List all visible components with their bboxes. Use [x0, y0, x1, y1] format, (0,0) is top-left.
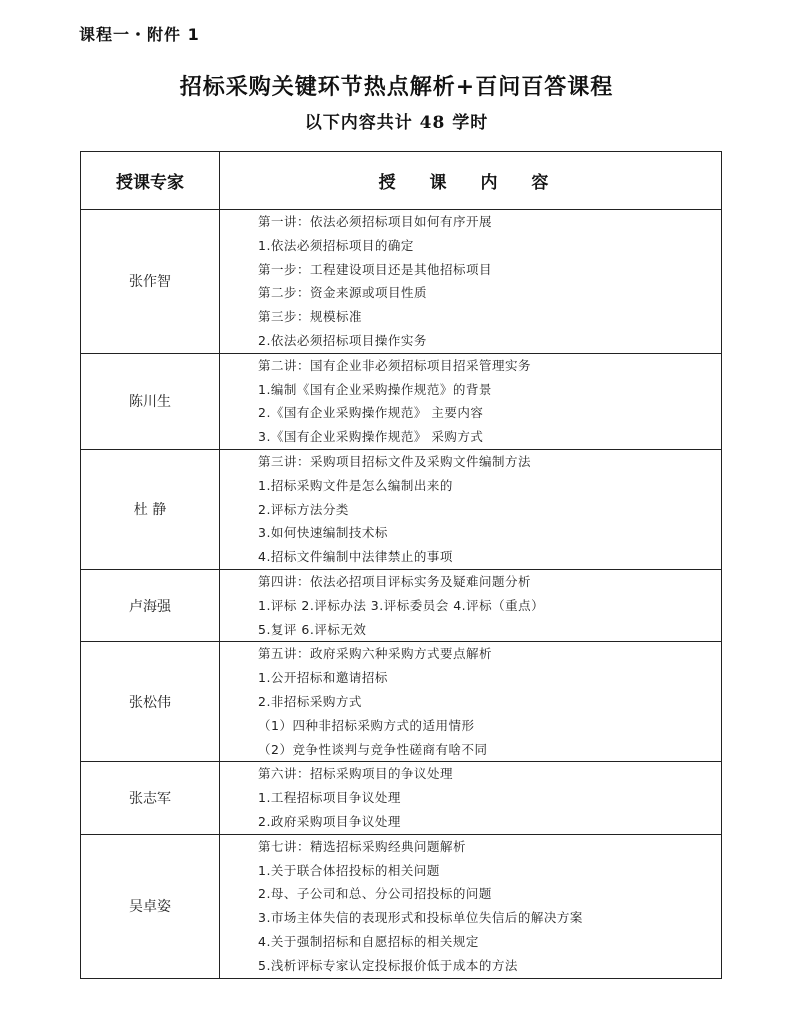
lecture-item: 3.市场主体失信的表现形式和投标单位失信后的解决方案	[258, 910, 583, 926]
lecture-item: 4.关于强制招标和自愿招标的相关规定	[258, 933, 479, 949]
expert-name: 张志军	[81, 762, 220, 834]
lecture-heading: 第三讲：采购项目招标文件及采购文件编制方法	[258, 453, 532, 469]
course-table	[80, 151, 722, 979]
table-row	[81, 834, 722, 978]
expert-name: 张作智	[81, 210, 220, 354]
lecture-item: 第一步：工程建设项目还是其他招标项目	[258, 261, 493, 277]
table-row	[81, 353, 722, 449]
lecture-content	[220, 834, 722, 978]
lecture-item: （2）竞争性谈判与竞争性磋商有啥不同	[258, 741, 488, 757]
lecture-heading: 第一讲：依法必须招标项目如何有序开展	[258, 214, 493, 229]
lecture-item: 1.工程招标项目争议处理	[258, 790, 401, 806]
lecture-item: 1.关于联合体招投标的相关问题	[258, 862, 440, 878]
table-row	[81, 569, 722, 641]
lecture-item: 4.招标文件编制中法律禁止的事项	[258, 549, 453, 565]
column-header-expert: 授课专家	[81, 152, 220, 210]
lecture-heading: 第二讲：国有企业非必须招标项目招采管理实务	[258, 357, 532, 373]
expert-name: 卢海强	[81, 569, 220, 641]
lecture-heading: 第五讲：政府采购六种采购方式要点解析	[258, 646, 493, 662]
lecture-item: 1.公开招标和邀请招标	[258, 670, 388, 686]
lecture-heading: 第四讲：依法必招项目评标实务及疑难问题分析	[258, 573, 532, 589]
lecture-item: 2.母、子公司和总、分公司招投标的问题	[258, 886, 492, 902]
attachment-label: 课程一・附件 1	[79, 25, 200, 44]
lecture-item: 1.依法必须招标项目的确定	[258, 237, 414, 253]
page-subtitle: 以下内容共计 48 学时	[304, 113, 489, 133]
table-body	[81, 210, 722, 979]
lecture-item: 第三步：规模标准	[258, 309, 363, 325]
lecture-item: 5.浅析评标专家认定投标报价低于成本的方法	[258, 957, 518, 973]
table-header-row	[81, 152, 722, 210]
lecture-item: 2.非招标采购方式	[258, 693, 362, 709]
column-header-content: 授 课 内 容	[220, 152, 722, 210]
lecture-item: 2.政府采购项目争议处理	[258, 813, 401, 829]
lecture-content	[220, 642, 722, 762]
lecture-content	[220, 210, 722, 354]
table-row	[81, 762, 722, 834]
lecture-item: 2.依法必须招标项目操作实务	[258, 332, 427, 348]
lecture-item: （1）四种非招标采购方式的适用情形	[258, 717, 475, 733]
lecture-item: 3.《国有企业采购操作规范》 采购方式	[258, 429, 484, 445]
lecture-item: 1.编制《国有企业采购操作规范》的背景	[258, 381, 492, 397]
lecture-item: 2.评标方法分类	[258, 501, 349, 517]
lecture-content	[220, 569, 722, 641]
table-row	[81, 210, 722, 354]
page-title: 招标采购关键环节热点解析+百问百答课程	[179, 74, 614, 100]
lecture-item: 1.评标 2.评标办法 3.评标委员会 4.评标（重点）	[258, 597, 545, 613]
lecture-heading: 第七讲：精选招标采购经典问题解析	[258, 838, 467, 854]
lecture-item: 2.《国有企业采购操作规范》 主要内容	[258, 405, 484, 421]
lecture-heading: 第六讲：招标采购项目的争议处理	[258, 766, 454, 782]
lecture-item: 第二步：资金来源或项目性质	[258, 285, 428, 301]
lecture-item: 5.复评 6.评标无效	[258, 621, 367, 637]
table-row	[81, 449, 722, 569]
expert-name: 杜 静	[81, 449, 220, 569]
lecture-content	[220, 449, 722, 569]
expert-name: 张松伟	[81, 642, 220, 762]
expert-name: 陈川生	[81, 353, 220, 449]
table-row	[81, 642, 722, 762]
lecture-item: 1.招标采购文件是怎么编制出来的	[258, 477, 453, 493]
lecture-content	[220, 762, 722, 834]
expert-name: 吴卓姿	[81, 834, 220, 978]
lecture-content	[220, 353, 722, 449]
lecture-item: 3.如何快速编制技术标	[258, 525, 388, 541]
